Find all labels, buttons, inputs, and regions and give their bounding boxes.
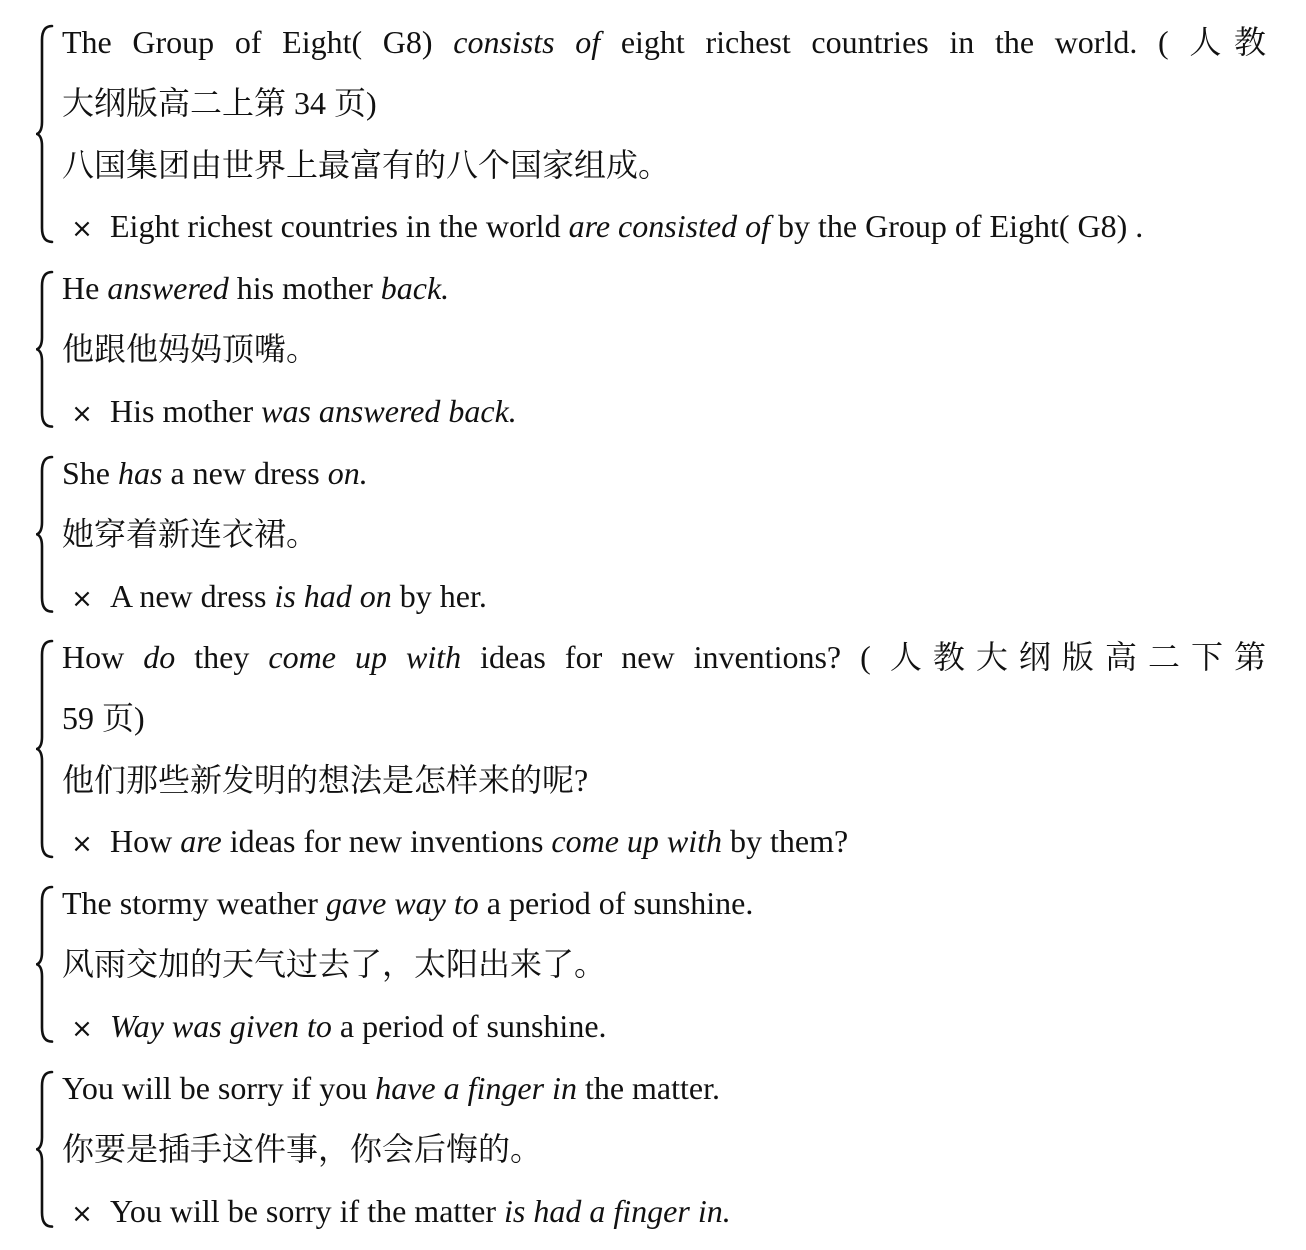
curly-brace xyxy=(36,268,54,431)
english-sentence xyxy=(62,22,1266,62)
sentence-group xyxy=(0,22,1306,246)
text-segment: How xyxy=(62,639,144,675)
sentence-group xyxy=(0,1068,1306,1231)
text-segment: a period of sunshine. xyxy=(478,885,754,921)
incorrect-sentence xyxy=(62,821,1266,861)
wrong-mark-icon: × xyxy=(71,583,93,614)
sentence-group xyxy=(0,453,1306,616)
incorrect-sentence xyxy=(62,206,1266,246)
highlighted-phrase: gave way to xyxy=(325,885,479,921)
chinese-translation xyxy=(62,944,1266,984)
highlighted-phrase: has xyxy=(118,455,163,491)
text-segment: a new dress xyxy=(162,455,328,491)
text-segment: 他们那些新发明的想法是怎样来的呢? xyxy=(62,761,589,798)
highlighted-phrase: answered xyxy=(107,270,229,306)
text-segment: a period of sunshine. xyxy=(331,1007,607,1044)
text-segment: the matter. xyxy=(576,1070,720,1106)
text-segment: eight richest countries in the world. ( 人教 xyxy=(600,24,1267,60)
wrong-mark-icon: × xyxy=(71,1013,93,1044)
text-segment: by them? xyxy=(722,822,849,859)
english-sentence xyxy=(62,453,1266,493)
text-segment: A new dress xyxy=(110,577,275,614)
english-sentence xyxy=(62,698,1266,738)
highlighted-phrase: Way was given to xyxy=(110,1007,332,1044)
text-segment: they xyxy=(175,639,269,675)
chinese-translation xyxy=(62,514,1266,554)
text-segment: His mother xyxy=(110,392,262,429)
curly-brace xyxy=(36,883,54,1046)
curly-brace xyxy=(36,637,54,861)
text-segment: his mother xyxy=(228,270,381,306)
wrong-mark-icon: × xyxy=(71,1198,93,1229)
sentence-group xyxy=(0,268,1306,431)
english-sentence xyxy=(62,637,1266,677)
highlighted-phrase: have a finger in xyxy=(375,1070,577,1106)
text-segment: The Group of Eight( G8) xyxy=(62,24,454,60)
english-sentence xyxy=(62,883,1266,923)
highlighted-phrase: come up with xyxy=(551,822,723,859)
wrong-mark-icon: × xyxy=(71,213,93,244)
highlighted-phrase: are xyxy=(180,822,222,859)
text-segment: 八国集团由世界上最富有的八个国家组成。 xyxy=(62,146,671,183)
text-segment: You will be sorry if the matter xyxy=(110,1192,505,1229)
wrong-mark-icon: × xyxy=(71,398,93,429)
english-sentence xyxy=(62,268,1266,308)
text-segment: Eight richest countries in the world xyxy=(110,207,569,244)
highlighted-phrase: are consisted of xyxy=(568,207,771,244)
text-segment: ideas for new inventions? ( 人教大纲版高二下第 xyxy=(461,639,1267,675)
incorrect-sentence xyxy=(62,1191,1266,1231)
highlighted-phrase: is had on xyxy=(274,577,392,614)
incorrect-sentence xyxy=(62,576,1266,616)
chinese-translation xyxy=(62,760,1266,800)
highlighted-phrase: was answered back. xyxy=(261,392,517,429)
text-segment: She xyxy=(62,455,118,491)
text-segment: 你要是插手这件事，你会后悔的。 xyxy=(62,1131,543,1168)
text-segment: He xyxy=(62,270,108,306)
chinese-translation xyxy=(62,1129,1266,1169)
text-segment: 她穿着新连衣裙。 xyxy=(62,516,319,553)
text-segment: 他跟他妈妈顶嘴。 xyxy=(62,331,319,368)
highlighted-phrase: come up with xyxy=(268,639,462,675)
incorrect-sentence xyxy=(62,1006,1266,1046)
chinese-translation xyxy=(62,329,1266,369)
sentence-group xyxy=(0,637,1306,861)
text-segment: How xyxy=(110,822,181,859)
chinese-translation xyxy=(62,145,1266,185)
text-segment: ideas for new inventions xyxy=(221,822,552,859)
wrong-mark-icon: × xyxy=(71,828,93,859)
highlighted-phrase: consists of xyxy=(453,24,601,60)
curly-brace xyxy=(36,1068,54,1231)
sentence-group xyxy=(0,883,1306,1046)
highlighted-phrase: do xyxy=(143,639,176,675)
curly-brace xyxy=(36,453,54,616)
text-segment: by her. xyxy=(391,577,487,614)
text-segment: 风雨交加的天气过去了，太阳出来了。 xyxy=(62,946,607,983)
highlighted-phrase: on. xyxy=(327,455,368,491)
english-sentence xyxy=(62,83,1266,123)
incorrect-sentence xyxy=(62,391,1266,431)
text-segment: by the Group of Eight( G8) . xyxy=(770,207,1144,244)
text-segment: You will be sorry if you xyxy=(62,1070,376,1106)
highlighted-phrase: back. xyxy=(380,270,450,306)
text-segment: 大纲版高二上第 34 页) xyxy=(62,85,377,122)
text-segment: 59 页) xyxy=(62,700,145,737)
highlighted-phrase: is had a finger in. xyxy=(504,1192,731,1229)
english-sentence xyxy=(62,1068,1266,1108)
text-segment: The stormy weather xyxy=(62,885,326,921)
curly-brace xyxy=(36,22,54,246)
